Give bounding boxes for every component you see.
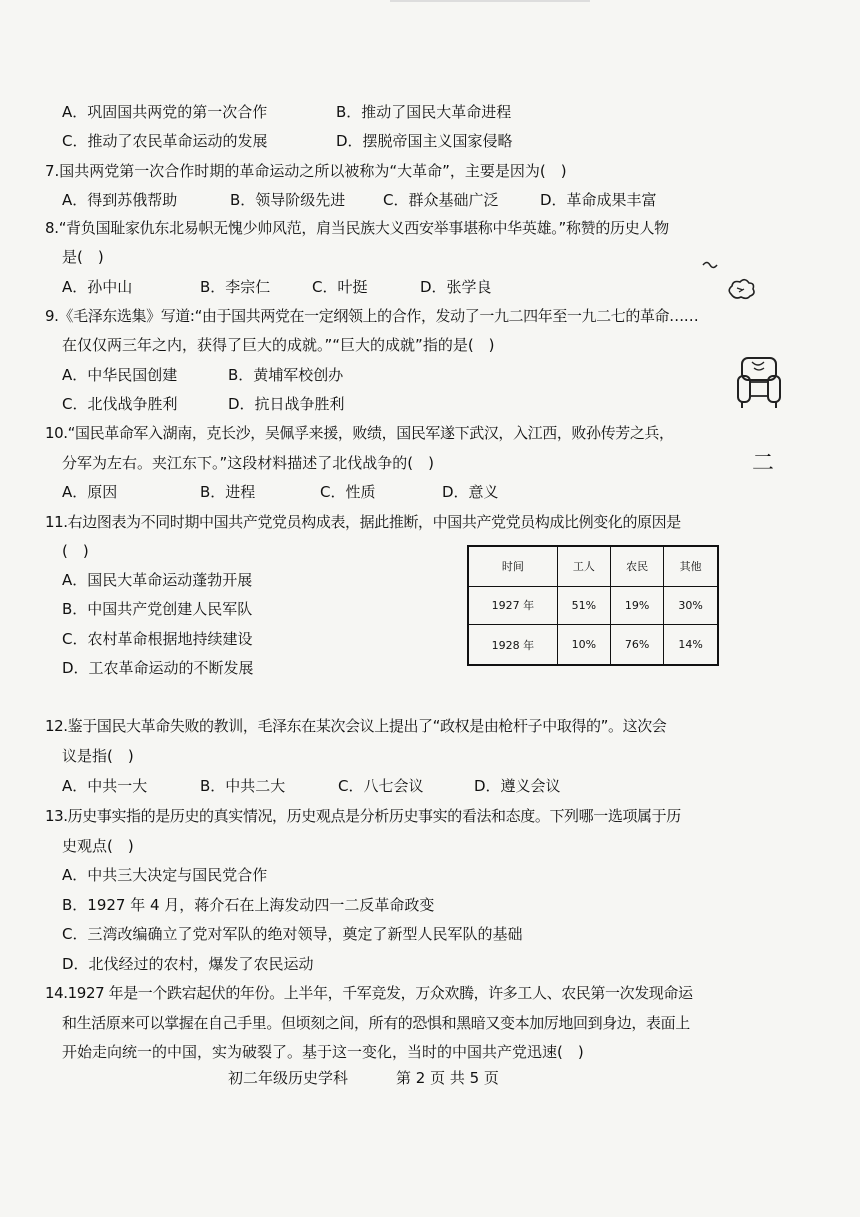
footer-subject: 初二年级历史学科 [228,1069,349,1087]
q8-option-a: A．孙中山 [62,278,133,296]
q13-option-d: D．北伐经过的农村，爆发了农民运动 [62,955,314,973]
table-header-cell: 其他 [664,546,718,586]
q10-stem-line2: 分军为左右。夹江东下。”这段材料描述了北伐战争的( ) [62,454,434,472]
q12-option-a: A．中共一大 [62,777,148,795]
q13-stem-line2: 史观点( ) [62,837,134,855]
q10-option-a: A．原因 [62,483,118,501]
table-cell: 30% [664,586,718,625]
doodle-cloud-icon [725,276,757,302]
q6-option-a: A．巩固国共两党的第一次合作 [62,103,268,121]
q7-option-b: B．领导阶级先进 [230,191,346,209]
q11-option-b: B．中国共产党创建人民军队 [62,600,253,618]
footer-page-number: 第 2 页 共 5 页 [396,1069,499,1087]
q12-stem-line1: 12.鉴于国民大革命失败的教训，毛泽东在某次会议上提出了“政权是由枪杆子中取得的”。这次会 [45,717,667,735]
q6-option-b: B．推动了国民大革命进程 [336,103,512,121]
q8-stem-line1: 8.“背负国耻家仇东北易帜无愧少帅风范，肩当民族大义西安举事堪称中华英雄。”称赞的历史人物 [45,219,669,237]
q10-stem-line1: 10.“国民革命军入湖南，克长沙，吴佩孚来援，败绩，国民军遂下武汉，入江西，败孙传芳之兵， [45,424,674,442]
table-cell: 10% [557,625,610,665]
q9-stem-line2: 在仅仅两三年之内，获得了巨大的成就。”“巨大的成就”指的是( ) [62,336,495,354]
q12-option-d: D．遵义会议 [474,777,561,795]
table-header-cell: 时间 [468,546,557,586]
table-row [468,625,718,665]
table-cell: 19% [610,586,663,625]
q9-option-b: B．黄埔军校创办 [228,366,344,384]
q9-option-a: A．中华民国创建 [62,366,178,384]
q7-stem: 7.国共两党第一次合作时期的革命运动之所以被称为“大革命”，主要是因为( ) [45,162,567,180]
q12-stem-line2: 议是指( ) [62,747,134,765]
q11-stem-line2: ( ) [62,542,89,560]
table-row [468,586,718,625]
q13-option-a: A．中共三大决定与国民党合作 [62,866,268,884]
q6-option-c: C．推动了农民革命运动的发展 [62,132,268,150]
q11-option-a: A．国民大革命运动蓬勃开展 [62,571,253,589]
table-header-cell: 农民 [610,546,663,586]
q8-option-c: C．叶挺 [312,278,368,296]
q7-option-c: C．群众基础广泛 [383,191,499,209]
q9-option-d: D．抗日战争胜利 [228,395,345,413]
table-header-cell: 工人 [557,546,610,586]
margin-note: 二 [752,451,775,476]
q10-option-d: D．意义 [442,483,499,501]
table-cell: 1928 年 [468,625,557,665]
doodle-armchair-icon [734,352,784,412]
q12-option-c: C．八七会议 [338,777,424,795]
table-cell: 1927 年 [468,586,557,625]
table-cell: 14% [664,625,718,665]
table-header-row [468,546,718,586]
q8-option-d: D．张学良 [420,278,492,296]
q10-option-c: C．性质 [320,483,376,501]
q6-option-d: D．摆脱帝国主义国家侵略 [336,132,513,150]
q7-option-a: A．得到苏俄帮助 [62,191,178,209]
party-member-composition-table [467,545,719,666]
q9-stem-line1: 9.《毛泽东选集》写道:“由于国共两党在一定纲领上的合作，发动了一九二四年至一九二七的革命…… [45,307,699,325]
q13-stem-line1: 13.历史事实指的是历史的真实情况，历史观点是分析历史事实的看法和态度。下列哪一选项属于历 [45,807,681,825]
q13-option-b: B．1927 年 4 月，蒋介石在上海发动四一二反革命政变 [62,896,435,914]
q7-option-d: D．革命成果丰富 [540,191,657,209]
q14-stem-line1: 14.1927 年是一个跌宕起伏的年份。上半年，千军竞发，万众欢腾，许多工人、农民第一次发现命运 [45,984,693,1002]
q13-option-c: C．三湾改编确立了党对军队的绝对领导，奠定了新型人民军队的基础 [62,925,523,943]
q14-stem-line2: 和生活原来可以掌握在自己手里。但顷刻之间，所有的恐惧和黑暗又变本加厉地回到身边，表面上 [62,1014,690,1032]
q14-stem-line3: 开始走向统一的中国，实为破裂了。基于这一变化，当时的中国共产党迅速( ) [62,1043,584,1061]
scan-edge-line [390,0,590,2]
table-cell: 76% [610,625,663,665]
q10-option-b: B．进程 [200,483,256,501]
table-cell: 51% [557,586,610,625]
q9-option-c: C．北伐战争胜利 [62,395,178,413]
q11-option-d: D．工农革命运动的不断发展 [62,659,254,677]
q8-stem-line2: 是( ) [62,248,104,266]
doodle-scribble-icon [700,258,720,272]
q8-option-b: B．李宗仁 [200,278,271,296]
q11-stem-line1: 11.右边图表为不同时期中国共产党党员构成表，据此推断，中国共产党党员构成比例变化的原因是 [45,513,681,531]
q12-option-b: B．中共二大 [200,777,286,795]
q11-option-c: C．农村革命根据地持续建设 [62,630,253,648]
